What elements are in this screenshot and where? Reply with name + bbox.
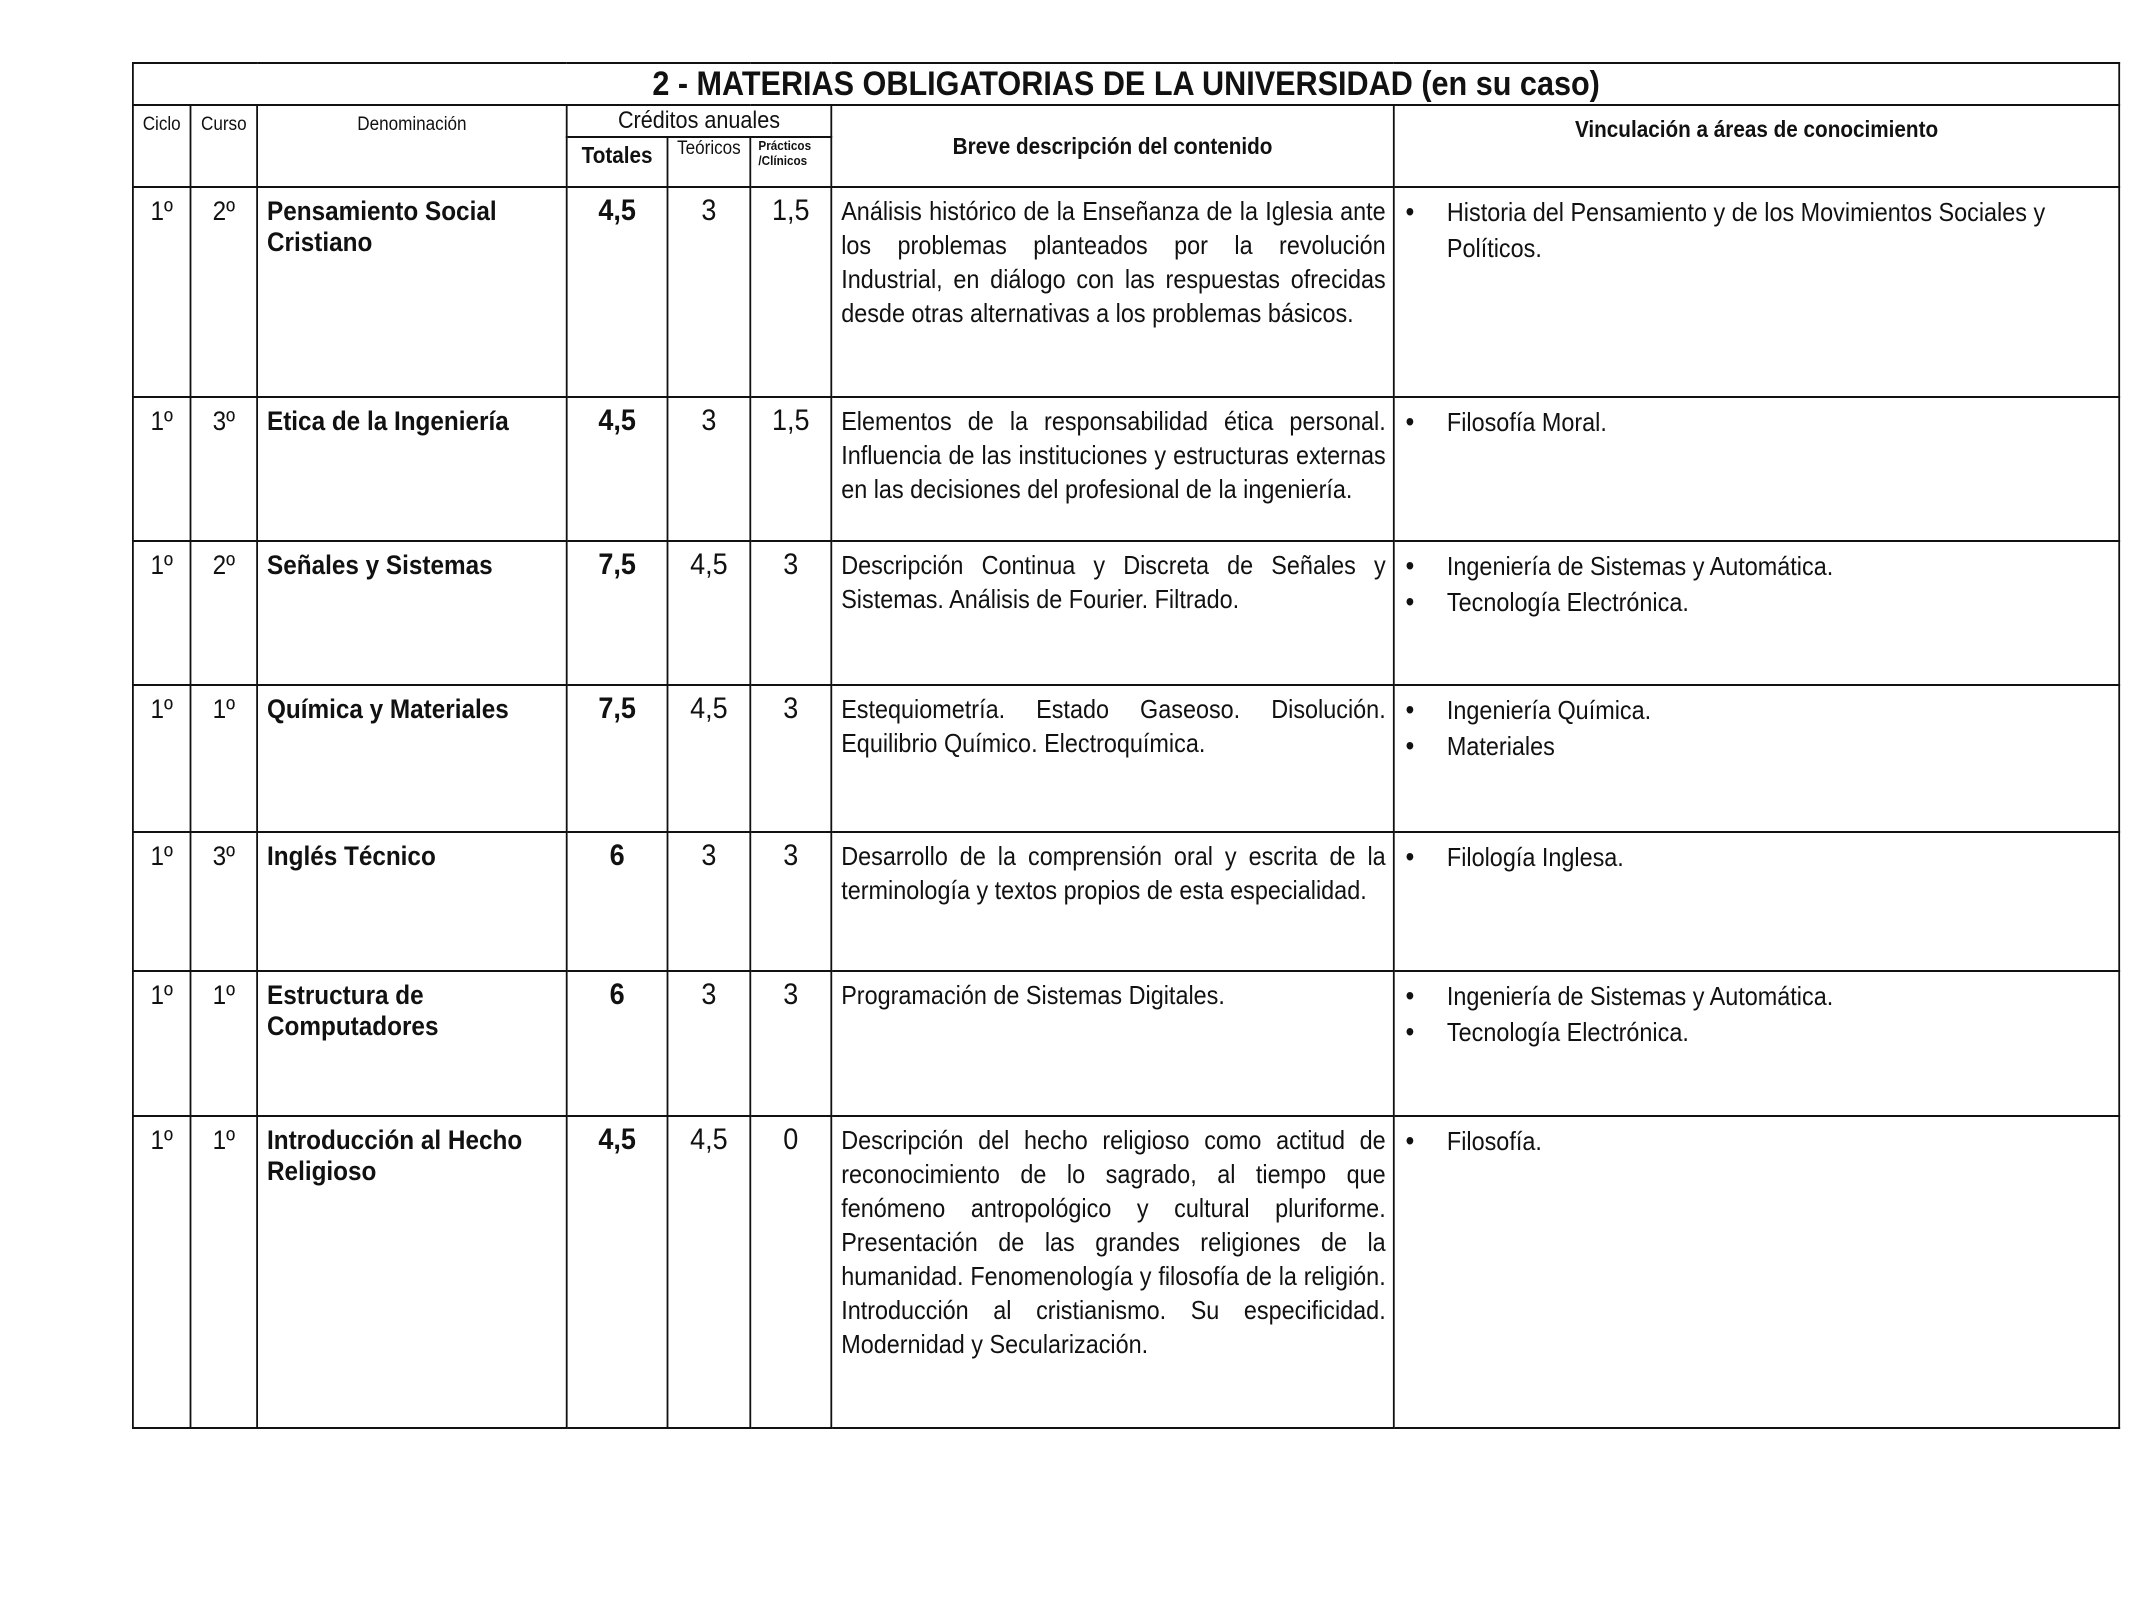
area-item: • Filosofía Moral.	[1395, 404, 2119, 440]
header-ciclo: Ciclo	[133, 105, 191, 187]
cell-denominacion: Química y Materiales	[257, 685, 567, 832]
cell-ciclo: 1º	[133, 397, 191, 541]
cell-ciclo: 1º	[133, 1116, 191, 1428]
cell-descripcion: Descripción Continua y Discreta de Señales y Sistemas. Análisis de Fourier. Filtrado.	[831, 541, 1393, 685]
cell-teoricos: 4,5	[668, 541, 751, 685]
table-row	[133, 832, 2119, 971]
cell-curso: 2º	[191, 541, 258, 685]
cell-ciclo: 1º	[133, 187, 191, 397]
area-item: • Tecnología Electrónica.	[1395, 584, 2119, 620]
table-row	[133, 971, 2119, 1116]
table-row	[133, 685, 2119, 832]
header-row	[133, 105, 2119, 137]
cell-curso: 1º	[191, 685, 258, 832]
table-row	[133, 397, 2119, 541]
area-item: • Materiales	[1395, 728, 2119, 764]
header-curso: Curso	[191, 105, 258, 187]
cell-descripcion: Análisis histórico de la Enseñanza de la Iglesia ante los problemas planteados por la revolución Industrial, en diálogo con las respuestas ofrecidas desde otras alternativas a los problemas básicos.	[831, 187, 1393, 397]
cell-practicos: 3	[750, 541, 831, 685]
area-item: • Ingeniería de Sistemas y Automática.	[1395, 548, 2119, 584]
cell-vinculacion	[1394, 1116, 2119, 1428]
cell-curso: 1º	[191, 1116, 258, 1428]
table-row	[133, 1116, 2119, 1428]
cell-teoricos: 3	[668, 971, 751, 1116]
cell-practicos: 1,5	[750, 187, 831, 397]
header-practicos: Prácticos /Clínicos	[750, 137, 831, 187]
cell-totales: 4,5	[567, 397, 668, 541]
header-teoricos: Teóricos	[668, 137, 751, 187]
cell-ciclo: 1º	[133, 541, 191, 685]
header-denominacion: Denominación	[257, 105, 567, 187]
subjects-table	[132, 62, 2120, 1429]
cell-teoricos: 3	[668, 187, 751, 397]
cell-vinculacion	[1394, 685, 2119, 832]
cell-vinculacion	[1394, 541, 2119, 685]
header-vinculacion: Vinculación a áreas de conocimiento	[1394, 105, 2119, 187]
area-item: • Ingeniería Química.	[1395, 692, 2119, 728]
table-row	[133, 187, 2119, 397]
cell-totales: 4,5	[567, 1116, 668, 1428]
cell-vinculacion	[1394, 971, 2119, 1116]
cell-totales: 7,5	[567, 685, 668, 832]
cell-denominacion: Pensamiento Social Cristiano	[257, 187, 567, 397]
area-item: • Filosofía.	[1395, 1123, 2119, 1159]
cell-teoricos: 4,5	[668, 685, 751, 832]
cell-curso: 2º	[191, 187, 258, 397]
table-row	[133, 541, 2119, 685]
cell-practicos: 3	[750, 685, 831, 832]
cell-ciclo: 1º	[133, 971, 191, 1116]
cell-denominacion: Inglés Técnico	[257, 832, 567, 971]
cell-descripcion: Estequiometría. Estado Gaseoso. Disolución. Equilibrio Químico. Electroquímica.	[831, 685, 1393, 832]
cell-totales: 6	[567, 971, 668, 1116]
cell-curso: 3º	[191, 397, 258, 541]
area-item: • Filología Inglesa.	[1395, 839, 2119, 875]
cell-practicos: 3	[750, 971, 831, 1116]
cell-totales: 7,5	[567, 541, 668, 685]
header-creditos: Créditos anuales	[567, 105, 832, 137]
cell-descripcion: Descripción del hecho religioso como actitud de reconocimiento de lo sagrado, al tiempo que fenómeno antropológico y cultural pluriforme. Presentación de las grandes religiones de la humanidad. Fenomenología y filosofía de la religión. Introducción al cristianismo. Su especificidad. Modernidad y Secularización.	[831, 1116, 1393, 1428]
cell-teoricos: 3	[668, 832, 751, 971]
cell-denominacion: Etica de la Ingeniería	[257, 397, 567, 541]
area-item: • Ingeniería de Sistemas y Automática.	[1395, 978, 2119, 1014]
cell-ciclo: 1º	[133, 685, 191, 832]
cell-curso: 1º	[191, 971, 258, 1116]
cell-totales: 6	[567, 832, 668, 971]
cell-curso: 3º	[191, 832, 258, 971]
area-item: • Tecnología Electrónica.	[1395, 1014, 2119, 1050]
table-title: 2 - MATERIAS OBLIGATORIAS DE LA UNIVERSIDAD (en su caso)	[133, 63, 2119, 105]
cell-vinculacion	[1394, 187, 2119, 397]
cell-teoricos: 4,5	[668, 1116, 751, 1428]
cell-denominacion: Estructura de Computadores	[257, 971, 567, 1116]
cell-descripcion: Elementos de la responsabilidad ética personal. Influencia de las instituciones y estructuras externas en las decisiones del profesional de la ingeniería.	[831, 397, 1393, 541]
cell-practicos: 3	[750, 832, 831, 971]
cell-vinculacion	[1394, 397, 2119, 541]
cell-denominacion: Señales y Sistemas	[257, 541, 567, 685]
cell-descripcion: Desarrollo de la comprensión oral y escrita de la terminología y textos propios de esta especialidad.	[831, 832, 1393, 971]
cell-teoricos: 3	[668, 397, 751, 541]
header-descripcion: Breve descripción del contenido	[831, 105, 1393, 187]
cell-denominacion: Introducción al Hecho Religioso	[257, 1116, 567, 1428]
cell-practicos: 0	[750, 1116, 831, 1428]
cell-practicos: 1,5	[750, 397, 831, 541]
cell-vinculacion	[1394, 832, 2119, 971]
cell-ciclo: 1º	[133, 832, 191, 971]
cell-totales: 4,5	[567, 187, 668, 397]
header-totales: Totales	[567, 137, 668, 187]
area-item: • Historia del Pensamiento y de los Movimientos Sociales y Políticos.	[1395, 194, 2119, 266]
cell-descripcion: Programación de Sistemas Digitales.	[831, 971, 1393, 1116]
